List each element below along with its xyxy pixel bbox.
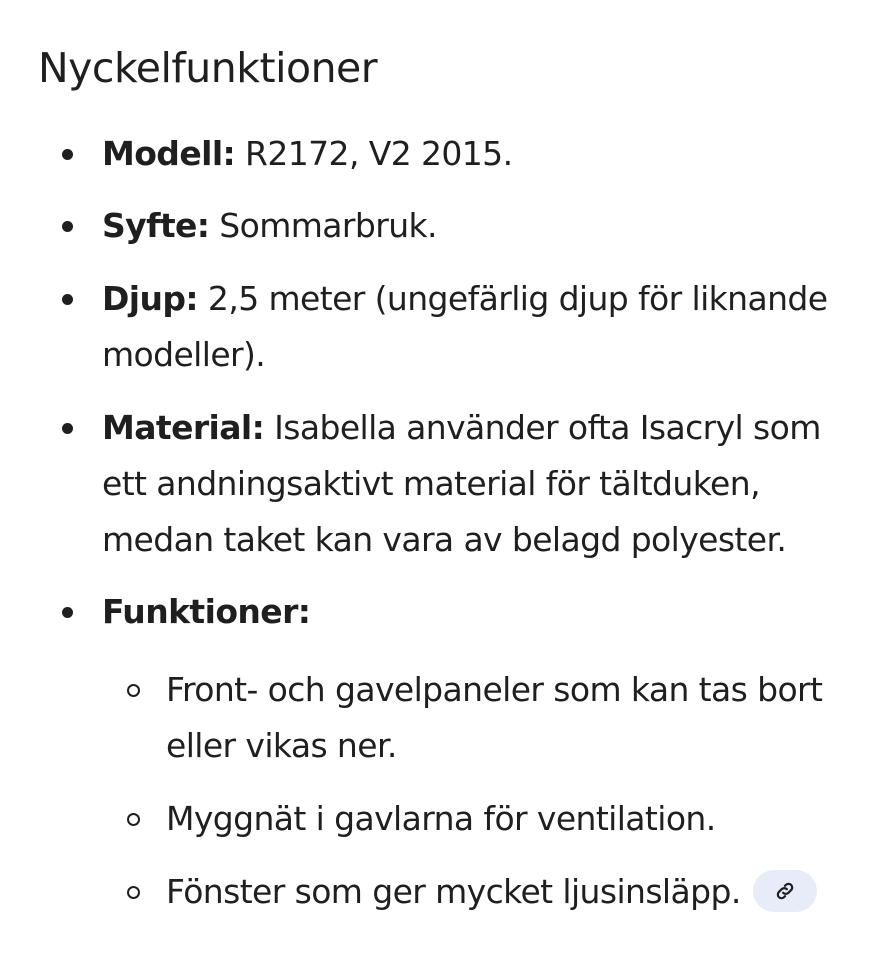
section-heading: Nyckelfunktioner — [38, 44, 378, 92]
sublist-item-windows — [166, 864, 866, 920]
list-item-label: Material: — [102, 408, 265, 447]
source-link-button[interactable] — [753, 870, 817, 912]
list-item-label: Djup: — [102, 279, 199, 318]
list-item-line — [102, 271, 862, 327]
list-item-text: Isabella använder ofta Isacryl som — [274, 408, 821, 447]
link-icon — [774, 880, 796, 902]
list-item-depth — [102, 271, 862, 383]
list-item-line — [102, 198, 862, 254]
sublist-item-line — [166, 864, 866, 920]
list-item-label: Syfte: — [102, 206, 210, 245]
bullet-icon — [62, 294, 73, 305]
list-item-label: Modell: — [102, 134, 236, 173]
list-item-text: R2172, V2 2015. — [245, 134, 513, 173]
list-item-material — [102, 400, 862, 568]
circle-bullet-icon — [127, 813, 140, 826]
sublist-item-mosquito-net — [166, 791, 866, 847]
list-item-text: modeller). — [102, 335, 266, 374]
circle-bullet-icon — [127, 886, 140, 899]
bullet-icon — [62, 221, 73, 232]
bullet-icon — [62, 607, 73, 618]
list-item-line — [102, 126, 862, 182]
bullet-icon — [62, 423, 73, 434]
sublist-item-panels — [166, 662, 866, 774]
list-item-text: ett andningsaktivt material för tältduken, — [102, 464, 760, 503]
sublist-item-text: Myggnät i gavlarna för ventilation. — [166, 799, 716, 838]
list-item-label: Funktioner: — [102, 592, 311, 631]
sublist-item-text: Fönster som ger mycket ljusinsläpp. — [166, 872, 741, 911]
sublist-item-text: Front- och gavelpaneler som kan tas bort — [166, 670, 823, 709]
list-item-line — [102, 400, 862, 456]
sublist-item-text: eller vikas ner. — [166, 726, 397, 765]
list-item-line — [102, 584, 862, 640]
list-item-text: medan taket kan vara av belagd polyester. — [102, 520, 787, 559]
circle-bullet-icon — [127, 684, 140, 697]
list-item-functions — [102, 584, 862, 640]
list-item-model — [102, 126, 862, 182]
bullet-icon — [62, 149, 73, 160]
list-item-text: 2,5 meter (ungefärlig djup för liknande — [207, 279, 828, 318]
list-item-text: Sommarbruk. — [219, 206, 437, 245]
list-item-purpose — [102, 198, 862, 254]
